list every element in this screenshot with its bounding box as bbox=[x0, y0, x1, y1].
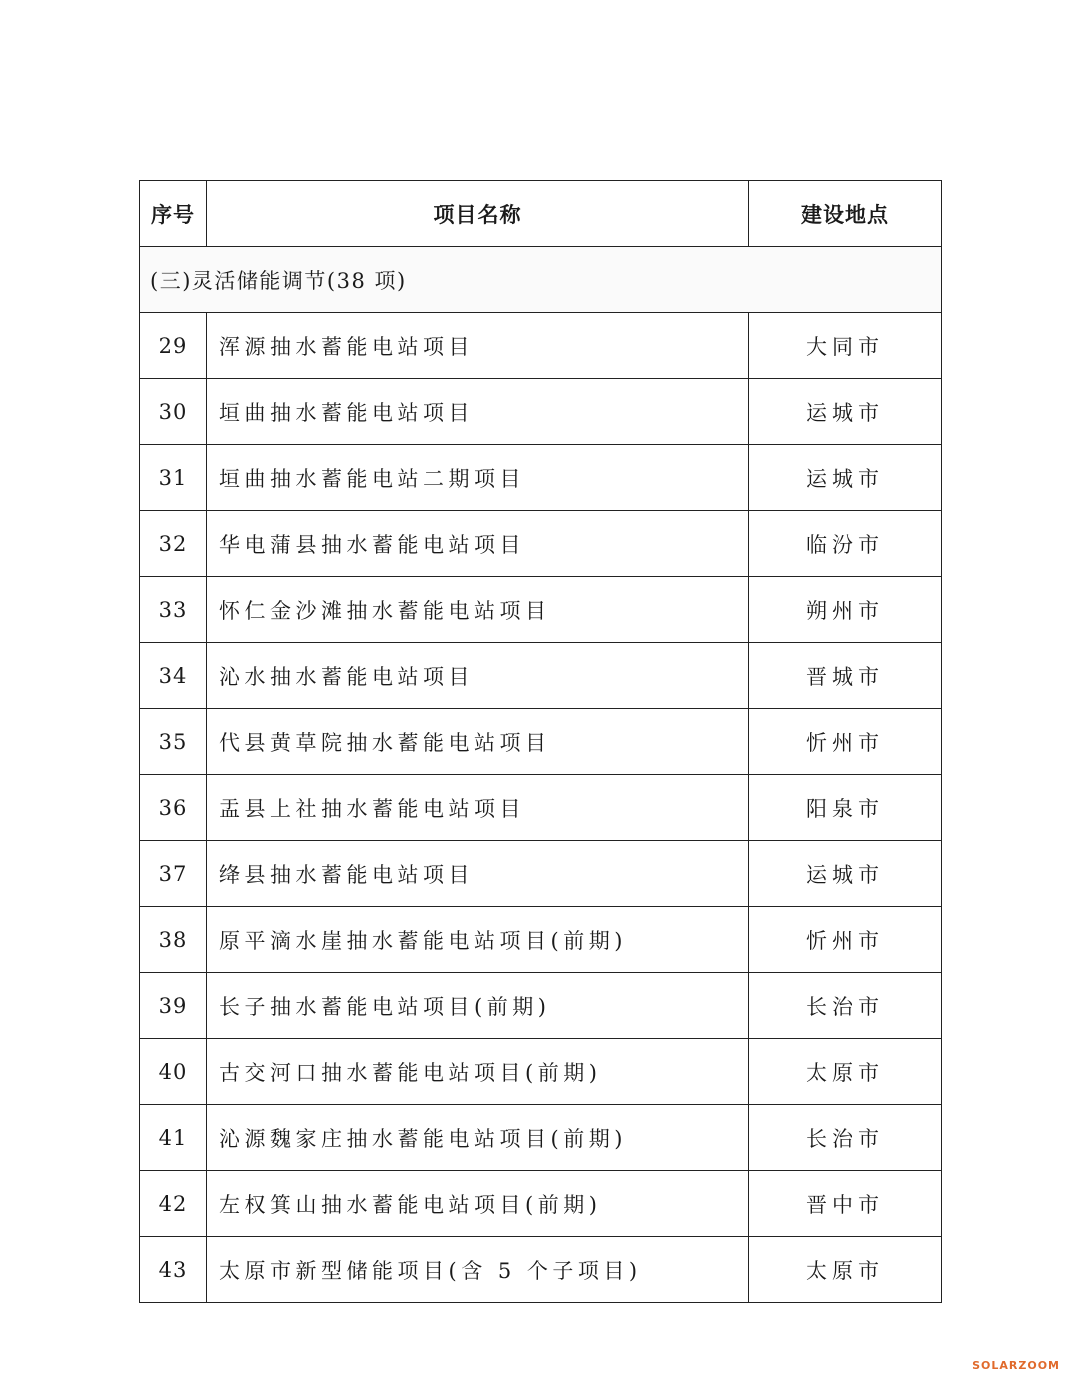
row-location: 运城市 bbox=[749, 445, 942, 511]
table-row bbox=[140, 775, 942, 841]
row-location: 太原市 bbox=[749, 1039, 942, 1105]
row-seq: 33 bbox=[140, 577, 207, 643]
table-row bbox=[140, 1039, 942, 1105]
row-seq: 42 bbox=[140, 1171, 207, 1237]
row-location: 朔州市 bbox=[749, 577, 942, 643]
table-row bbox=[140, 709, 942, 775]
table-row bbox=[140, 973, 942, 1039]
row-location: 运城市 bbox=[749, 841, 942, 907]
row-location: 运城市 bbox=[749, 379, 942, 445]
row-seq: 38 bbox=[140, 907, 207, 973]
row-location: 忻州市 bbox=[749, 709, 942, 775]
row-project-name: 沁水抽水蓄能电站项目 bbox=[207, 643, 749, 709]
row-location: 临汾市 bbox=[749, 511, 942, 577]
row-seq: 39 bbox=[140, 973, 207, 1039]
table-row bbox=[140, 1105, 942, 1171]
table-header-row bbox=[140, 181, 942, 247]
table-row bbox=[140, 643, 942, 709]
row-seq: 41 bbox=[140, 1105, 207, 1171]
table-row bbox=[140, 1237, 942, 1303]
row-location: 晋中市 bbox=[749, 1171, 942, 1237]
row-location: 太原市 bbox=[749, 1237, 942, 1303]
row-seq: 31 bbox=[140, 445, 207, 511]
watermark-logo: SOLARZOOM bbox=[972, 1359, 1060, 1372]
row-project-name: 绛县抽水蓄能电站项目 bbox=[207, 841, 749, 907]
row-project-name: 太原市新型储能项目(含 5 个子项目) bbox=[207, 1237, 749, 1303]
row-project-name: 代县黄草院抽水蓄能电站项目 bbox=[207, 709, 749, 775]
row-location: 长治市 bbox=[749, 1105, 942, 1171]
row-location: 长治市 bbox=[749, 973, 942, 1039]
row-project-name: 华电蒲县抽水蓄能电站项目 bbox=[207, 511, 749, 577]
row-seq: 40 bbox=[140, 1039, 207, 1105]
section-row bbox=[140, 247, 942, 313]
row-project-name: 怀仁金沙滩抽水蓄能电站项目 bbox=[207, 577, 749, 643]
table-row bbox=[140, 511, 942, 577]
row-seq: 37 bbox=[140, 841, 207, 907]
header-project-name: 项目名称 bbox=[207, 181, 749, 247]
row-location: 忻州市 bbox=[749, 907, 942, 973]
row-location: 大同市 bbox=[749, 313, 942, 379]
row-seq: 29 bbox=[140, 313, 207, 379]
row-project-name: 沁源魏家庄抽水蓄能电站项目(前期) bbox=[207, 1105, 749, 1171]
row-project-name: 古交河口抽水蓄能电站项目(前期) bbox=[207, 1039, 749, 1105]
row-seq: 30 bbox=[140, 379, 207, 445]
row-seq: 35 bbox=[140, 709, 207, 775]
row-seq: 43 bbox=[140, 1237, 207, 1303]
row-project-name: 垣曲抽水蓄能电站项目 bbox=[207, 379, 749, 445]
section-label: (三)灵活储能调节(38 项) bbox=[140, 247, 942, 313]
table-body bbox=[140, 247, 942, 1303]
table-row bbox=[140, 841, 942, 907]
table-row bbox=[140, 907, 942, 973]
row-project-name: 垣曲抽水蓄能电站二期项目 bbox=[207, 445, 749, 511]
row-seq: 34 bbox=[140, 643, 207, 709]
row-project-name: 浑源抽水蓄能电站项目 bbox=[207, 313, 749, 379]
header-location: 建设地点 bbox=[749, 181, 942, 247]
row-location: 阳泉市 bbox=[749, 775, 942, 841]
row-location: 晋城市 bbox=[749, 643, 942, 709]
table-row bbox=[140, 313, 942, 379]
row-project-name: 原平滴水崖抽水蓄能电站项目(前期) bbox=[207, 907, 749, 973]
row-project-name: 左权箕山抽水蓄能电站项目(前期) bbox=[207, 1171, 749, 1237]
table-row bbox=[140, 445, 942, 511]
row-project-name: 长子抽水蓄能电站项目(前期) bbox=[207, 973, 749, 1039]
table-row bbox=[140, 1171, 942, 1237]
project-table bbox=[139, 180, 942, 1303]
row-seq: 32 bbox=[140, 511, 207, 577]
table-row bbox=[140, 379, 942, 445]
table-row bbox=[140, 577, 942, 643]
row-seq: 36 bbox=[140, 775, 207, 841]
row-project-name: 盂县上社抽水蓄能电站项目 bbox=[207, 775, 749, 841]
header-seq: 序号 bbox=[140, 181, 207, 247]
